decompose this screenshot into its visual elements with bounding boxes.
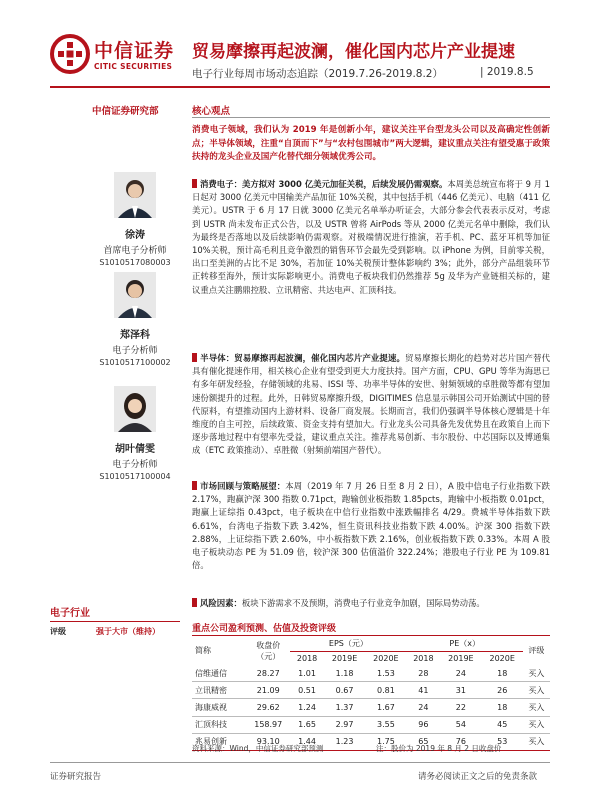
institute-name: 中信证券研究部 [92, 106, 159, 117]
section-body: 板块下游需求不及预期，消费电子行业竞争加剧，国际局势动荡。 [241, 598, 485, 608]
table-row [192, 716, 550, 733]
analyst-card [80, 172, 190, 267]
cell-pe: 96 [407, 716, 441, 733]
table-row [192, 682, 550, 699]
section-semiconductor [192, 352, 550, 458]
report-date: | 2019.8.5 [480, 66, 534, 78]
cell-pe: 45 [482, 716, 523, 733]
cell-pe: 65 [407, 733, 441, 750]
cell-name: 汇顶科技 [192, 716, 246, 733]
col-header-year: 2019E [331, 654, 358, 663]
cell-eps: 1.24 [290, 699, 324, 716]
cell-pe: 22 [440, 699, 481, 716]
analyst-photo-icon [114, 386, 156, 432]
footer-divider [50, 762, 550, 763]
cell-rating: 买入 [523, 682, 550, 699]
citic-logo-icon [50, 34, 90, 74]
table-row [192, 665, 550, 682]
footer-disclaimer: 请务必阅读正文之后的免责条款 [418, 772, 538, 782]
forecast-table [192, 635, 550, 751]
section-risk [192, 597, 550, 610]
cell-price: 21.09 [246, 682, 290, 699]
cell-eps: 0.51 [290, 682, 324, 699]
logo-text-cn: 中信证券 [94, 40, 175, 62]
analyst-cert: S1010517100002 [99, 358, 171, 367]
section-body: 本周美总统宣布将于 9 月 1 日起对 3000 亿美元中国输美产品加征 10%关税，其中包括手机（446 亿美元）、电脑（411 亿美元）。USTR 于 6 月 17 日就 3000 亿美元名单举办听证会，大部分参会代表表示反对，考虑到 USTR 尚未发布正式公告，以及 USTR 曾将 AirPods 等从 2000 亿美元名单中删除，我们认为最终是否落地以及后续影响仍需观察。对极端情况进行推演，若手机、PC、蓝牙耳机等加征 10%关税，预计高毛利且竞争激烈的销售环节会最先受到影响。以 iPhone 为例，目前零关税，出口至美洲的占比不足 30%，若加征 10%关税预计整体影响约 3%；此外，部分产品组装环节正转移至海外，预计实际影响更小。消费电子板块我们仍然推荐 5g 及华为产业链相关标的，建议重点关注鹏鼎控股、立讯精密、共达电声、汇顶科技。 [192, 179, 550, 295]
section-lead: 半导体：贸易摩擦再起波澜，催化国内芯片产业提速。 [200, 353, 406, 363]
cell-eps: 1.67 [365, 699, 406, 716]
bullet-icon [192, 353, 197, 362]
core-view-title: 核心观点 [192, 106, 231, 117]
cell-eps: 1.44 [290, 733, 324, 750]
industry-name: 电子行业 [50, 604, 180, 622]
section-market-review [192, 480, 550, 572]
analyst-role: 电子分析师 [112, 460, 158, 470]
cell-pe: 28 [407, 665, 441, 682]
cell-price: 158.97 [246, 716, 290, 733]
cell-pe: 18 [482, 665, 523, 682]
cell-pe: 53 [482, 733, 523, 750]
analyst-name: 胡叶倩雯 [115, 444, 155, 455]
cell-eps: 1.01 [290, 665, 324, 682]
analyst-card [80, 386, 190, 481]
cell-pe: 24 [407, 699, 441, 716]
bullet-icon [192, 179, 197, 188]
cell-price: 28.27 [246, 665, 290, 682]
cell-name: 海康威视 [192, 699, 246, 716]
analyst-cert: S1010517080003 [99, 258, 171, 267]
cell-eps: 1.53 [365, 665, 406, 682]
cell-pe: 41 [407, 682, 441, 699]
bullet-icon [192, 481, 197, 490]
cell-eps: 3.55 [365, 716, 406, 733]
table-note: 注：股价为 2019 年 8 月 2 日收盘价 [376, 744, 502, 753]
cell-rating: 买入 [523, 716, 550, 733]
section-body: 贸易摩擦长期化的趋势对芯片国产替代具有催化提速作用，相关核心企业有望受到更大力度扶持。国产方面，CPU、GPU 等华为海思已有多年研发经验，存储领域的兆易、ISSI 等、功率半导体的安世、射频领域的卓胜微等都有望加速份额提升的过程。此外，日韩贸易摩擦升级，DIGITIMES 信息显示韩国公司开始测试中国的替代原料，有望推动国内上游材料、设备厂商发展。长期而言，我们仍强调半导体核心逻辑是十年维度的自主可控，后续政策、资金支持有望加大。行业龙头公司具备先发优势且在政策自上而下逐步落地过程中有望率先受益，建议重点关注。推荐兆易创新、韦尔股份、中芯国际以及博通集成（ETC 政策推动）、卓胜微（射频前端国产替代）。 [192, 353, 551, 456]
rating-row [50, 626, 180, 637]
cell-rating: 买入 [523, 733, 550, 750]
header-divider [50, 86, 550, 88]
cell-name: 立讯精密 [192, 682, 246, 699]
cell-eps: 1.37 [324, 699, 365, 716]
section-body: 本周（2019 年 7 月 26 日至 8 月 2 日），A 股中信电子行业指数下跌 2.17%，跑赢沪深 300 指数 0.71pct，跑输创业板指数 1.85pcts，跑输中小板指数 0.01pct，跑赢上证综指 0.43pct，电子板块在中信行业指数中涨跌幅排名 4/29。费城半导体指数下跌 6.61%，台湾电子指数下跌 3.42%，恒生资讯科技业指数下跌 4.00%。沪深 300 指数下跌 2.88%，上证综指下跌 2.60%，中小板指数下跌 2.16%，创业板指数下跌 0.33%。本周 A 股电子板块动态 PE 为 51.09 倍，较沪深 300 估值溢价 322.24%；港股电子行业 PE 为 109.81 倍。 [192, 481, 550, 571]
cell-pe: 76 [440, 733, 481, 750]
cell-pe: 18 [482, 699, 523, 716]
analyst-role: 首席电子分析师 [103, 246, 167, 256]
section-lead: 市场回顾与策略展望： [200, 481, 286, 491]
col-header-pe: PE（x） [407, 636, 523, 652]
table-row [192, 699, 550, 716]
col-header-year: 2020E [373, 654, 399, 663]
table-source: 资料来源：Wind，中信证券研究部预测 [192, 744, 324, 753]
logo-text-en: CITIC SECURITIES [94, 62, 173, 71]
cell-pe: 31 [440, 682, 481, 699]
analyst-cert: S1010517100004 [99, 472, 171, 481]
cell-name: 信维通信 [192, 665, 246, 682]
cell-eps: 2.97 [324, 716, 365, 733]
cell-eps: 0.67 [324, 682, 365, 699]
section-lead: 消费电子：美方拟对 3000 亿美元加征关税，后续发展仍需观察。 [200, 179, 448, 189]
industry-rating [50, 604, 180, 637]
report-subtitle: 电子行业每周市场动态追踪（2019.7.26-2019.8.2） [192, 68, 443, 80]
col-header-rating: 评级 [523, 636, 550, 666]
col-header-year: 2018 [413, 654, 434, 663]
cell-pe: 26 [482, 682, 523, 699]
analyst-role: 电子分析师 [112, 346, 158, 356]
analyst-photo-icon [114, 272, 156, 318]
cell-name: 兆易创新 [192, 733, 246, 750]
analyst-name: 徐涛 [125, 230, 145, 241]
cell-price: 93.10 [246, 733, 290, 750]
col-header-eps: EPS（元） [290, 636, 406, 652]
report-title: 贸易摩擦再起波澜，催化国内芯片产业提速 [192, 42, 515, 62]
section-lead: 风险因素： [200, 598, 242, 608]
analyst-card [80, 272, 190, 367]
cell-eps: 1.75 [365, 733, 406, 750]
cell-eps: 1.65 [290, 716, 324, 733]
col-header-name: 简称 [192, 636, 246, 666]
citic-logo [50, 30, 190, 80]
footer-report-type: 证券研究报告 [50, 772, 102, 782]
bullet-icon [192, 598, 197, 607]
table-title: 重点公司盈利预测、估值及投资评级 [192, 624, 337, 634]
rating-label: 评级 [50, 627, 66, 636]
cell-eps: 1.18 [324, 665, 365, 682]
cell-price: 29.62 [246, 699, 290, 716]
section-consumer-electronics [192, 178, 550, 297]
core-divider [192, 117, 550, 118]
col-header-year: 2020E [489, 654, 515, 663]
analyst-name: 郑泽科 [120, 330, 150, 341]
cell-eps: 1.23 [324, 733, 365, 750]
rating-value: 强于大市（维持） [96, 627, 160, 636]
cell-rating: 买入 [523, 665, 550, 682]
col-header-year: 2018 [296, 654, 318, 663]
cell-pe: 24 [440, 665, 481, 682]
col-header-year: 2019E [448, 654, 474, 663]
analyst-photo-icon [114, 172, 156, 218]
cell-rating: 买入 [523, 699, 550, 716]
core-summary: 消费电子领域，我们认为 2019 年是创新小年，建议关注平台型龙头公司以及高确定性创新点；半导体领域，注重“自顶而下”与“农村包围城市”两大逻辑，建议重点关注有望受惠于政策扶持的龙头企业及国产化替代细分领域优秀公司。 [192, 125, 550, 162]
cell-eps: 0.81 [365, 682, 406, 699]
col-header-price: 收盘价（元） [246, 636, 290, 666]
cell-pe: 54 [440, 716, 481, 733]
